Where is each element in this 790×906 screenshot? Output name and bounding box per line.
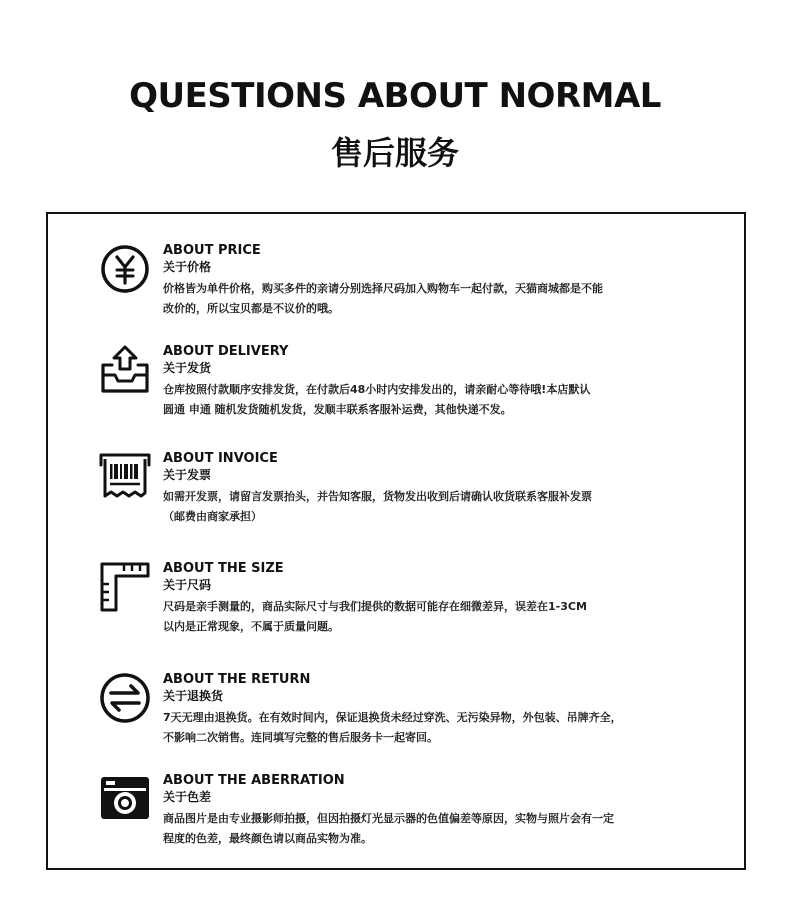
section-title-en: ABOUT PRICE	[163, 243, 261, 258]
section-title-en: ABOUT THE SIZE	[163, 561, 284, 576]
page-subtitle: 售后服务	[330, 134, 459, 172]
section-title-cn: 关于发票	[163, 468, 212, 482]
section-title-en: ABOUT INVOICE	[163, 451, 278, 466]
ruler-icon	[98, 560, 152, 614]
yuan-coin-icon	[98, 242, 152, 296]
body-line: 圆通 申通 随机发货随机发货，发顺丰联系客服补运费，其他快递不发。	[163, 403, 512, 416]
section-body	[163, 597, 738, 637]
body-line: 价格皆为单件价格，购买多件的亲请分别选择尺码加入购物车一起付款，天猫商城都是不能	[163, 282, 603, 295]
body-line: 7天无理由退换货。在有效时间内，保证退换货未经过穿洗、无污染异物，外包装、吊牌齐全，	[163, 711, 622, 724]
section-body	[163, 279, 738, 319]
body-line: 仓库按照付款顺序安排发货，在付款后48小时内安排发出的，请亲耐心等待哦!本店默认	[163, 383, 591, 396]
section-title-cn: 关于色差	[163, 790, 212, 804]
body-line: 商品图片是由专业摄影师拍摄，但因拍摄灯光显示器的色值偏差等原因，实物与照片会有一定	[163, 812, 614, 825]
section-title-en: ABOUT DELIVERY	[163, 344, 289, 359]
delivery-box-icon	[98, 343, 152, 397]
section-body	[163, 487, 738, 527]
camera-icon	[98, 772, 152, 826]
body-line: 改价的，所以宝贝都是不议价的哦。	[163, 302, 339, 315]
section-title-en: ABOUT THE ABERRATION	[163, 773, 345, 788]
body-line: （邮费由商家承担）	[163, 510, 262, 523]
body-line: 以内是正常现象，不属于质量问题。	[163, 620, 339, 633]
section-title-cn: 关于尺码	[163, 578, 212, 592]
body-line: 不影响二次销售。连同填写完整的售后服务卡一起寄回。	[163, 731, 438, 744]
service-panel	[46, 212, 746, 870]
body-line: 尺码是亲手测量的，商品实际尺寸与我们提供的数据可能存在细微差异，误差在1-3CM	[163, 600, 587, 613]
body-line: 如需开发票，请留言发票抬头，并告知客服，货物发出收到后请确认收货联系客服补发票	[163, 490, 592, 503]
section-body	[163, 809, 738, 849]
section-body	[163, 380, 738, 420]
section-body	[163, 708, 738, 748]
page-title: QUESTIONS ABOUT NORMAL	[129, 76, 661, 116]
section-title-cn: 关于价格	[163, 260, 212, 274]
section-title-cn: 关于退换货	[163, 689, 224, 703]
body-line: 程度的色差，最终颜色请以商品实物为准。	[163, 832, 372, 845]
section-title-en: ABOUT THE RETURN	[163, 672, 311, 687]
exchange-arrows-icon	[98, 671, 152, 725]
section-title-cn: 关于发货	[163, 361, 212, 375]
invoice-receipt-icon	[98, 450, 152, 504]
